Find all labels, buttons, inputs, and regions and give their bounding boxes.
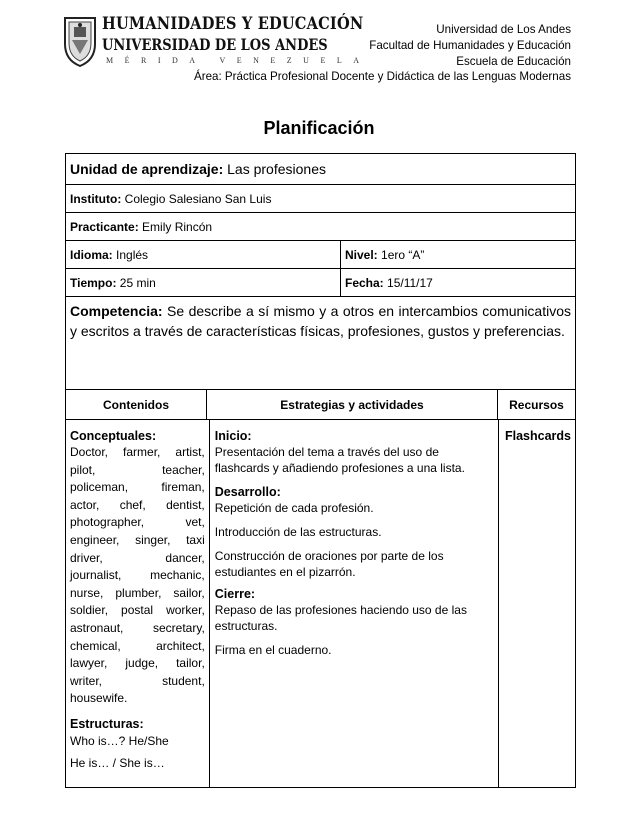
cierre-heading: Cierre: (214, 587, 256, 601)
desarrollo-text-1: Repetición de cada profesión. (214, 501, 374, 515)
vocabulary-word: secretary, (152, 620, 205, 635)
cierre-text-2: Firma en el cuaderno. (214, 643, 332, 657)
vocabulary-word: judge, (125, 656, 159, 671)
vocabulary-word: pilot, (70, 462, 96, 477)
contenidos-header: Contenidos (66, 390, 207, 419)
inicio-heading: Inicio: (214, 429, 252, 443)
vocabulary-line (70, 567, 205, 585)
vocabulary-line (70, 690, 205, 708)
vocabulary-line (70, 638, 205, 656)
instituto-row (66, 185, 575, 213)
vocabulary-word: astronaut, (70, 620, 124, 635)
unidad-label: Unidad de aprendizaje: (70, 161, 224, 177)
unidad-row (66, 154, 575, 185)
tiempo-label: Tiempo: (70, 275, 117, 290)
area-line: Área: Práctica Profesional Docente y Didáctica de las Lenguas Modernas (193, 70, 571, 83)
recursos-cell (499, 420, 575, 787)
practicante-label: Practicante: (70, 219, 139, 234)
instituto-label: Instituto: (70, 191, 122, 206)
vocabulary-word: dancer, (165, 550, 205, 565)
vocabulary-line (70, 462, 205, 480)
vocabulary-word: tailor, (176, 656, 205, 671)
vocabulary-word: architect, (156, 638, 205, 653)
columns-header-row (66, 390, 575, 420)
institution-faculty: Facultad de Humanidades y Educación (369, 39, 571, 52)
institution-university: Universidad de Los Andes (436, 23, 571, 36)
vocabulary-line (70, 620, 205, 638)
vocabulary-word: driver, (70, 550, 103, 565)
vocabulary-word: worker, (166, 603, 205, 618)
vocabulary-word: Doctor, (70, 445, 109, 459)
fecha-value: 15/11/17 (387, 275, 433, 290)
vocabulary-word: mechanic, (150, 568, 205, 583)
logo-faculty-name: HUMANIDADES Y EDUCACIÓN (102, 14, 364, 34)
instituto-value: Colegio Salesiano San Luis (124, 191, 272, 206)
cierre-text-1: Repaso de las profesiones haciendo uso de las estructuras. (214, 603, 467, 633)
vocabulary-word: postal (121, 603, 154, 618)
vocabulary-word: writer, (70, 673, 103, 688)
vocabulary-word: plumber, (115, 585, 162, 600)
estructura-1: Who is…? He/She (70, 733, 169, 748)
vocabulary-word: student, (162, 673, 205, 688)
vocabulary-word: taxi (186, 532, 205, 547)
idioma-cell (66, 241, 341, 268)
vocabulary-line (70, 585, 205, 603)
competencia-row (66, 297, 575, 390)
conceptuales-heading: Conceptuales: (70, 429, 157, 443)
competencia-value: Se describe a sí mismo y a otros en intercambios comunicativos y escritos a través de características físicas, profesiones, gustos y preferencias. (70, 303, 571, 339)
estrategias-cell (210, 420, 499, 787)
university-logo (62, 12, 371, 74)
desarrollo-heading: Desarrollo: (214, 485, 281, 499)
unidad-value: Las profesiones (227, 161, 326, 177)
vocabulary-line (70, 479, 205, 497)
vocabulary-list (70, 444, 205, 708)
contenidos-cell (66, 420, 210, 787)
vocabulary-word: singer, (135, 532, 171, 547)
estructuras-heading: Estructuras: (70, 716, 144, 731)
practicante-row (66, 213, 575, 241)
page-title: Planificación (263, 118, 375, 138)
vocabulary-line (70, 514, 205, 532)
desarrollo-text-2: Introducción de las estructuras. (214, 525, 382, 539)
vocabulary-word: chef, (119, 497, 146, 512)
vocabulary-word: farmer, (123, 445, 161, 459)
tiempo-value: 25 min (119, 275, 156, 290)
tiempo-fecha-row (66, 269, 575, 297)
vocabulary-line (70, 532, 205, 550)
nivel-cell (341, 241, 575, 268)
estructura-2: He is… / She is… (70, 755, 165, 770)
planning-table (65, 153, 576, 788)
vocabulary-word: journalist, (70, 568, 122, 583)
vocabulary-word: photographer, (70, 515, 145, 530)
vocabulary-line (70, 673, 205, 691)
logo-location: MÉRIDA VENEZUELA (106, 56, 371, 65)
vocabulary-word: housewife. (70, 691, 128, 706)
estrategias-header: Estrategias y actividades (207, 390, 498, 419)
vocabulary-line (70, 444, 205, 462)
recursos-item: Flashcards (504, 429, 571, 443)
vocabulary-word: sailor, (173, 585, 205, 600)
institution-block (369, 22, 571, 70)
competencia-label: Competencia: (70, 303, 163, 319)
nivel-label: Nivel: (345, 247, 378, 262)
vocabulary-word: lawyer, (70, 656, 108, 671)
vocabulary-word: nurse, (70, 585, 104, 600)
vocabulary-line (70, 550, 205, 568)
idioma-value: Inglés (116, 247, 149, 262)
vocabulary-line (70, 602, 205, 620)
idioma-label: Idioma: (70, 247, 113, 262)
vocabulary-word: vet, (185, 515, 205, 530)
vocabulary-word: artist, (175, 445, 205, 459)
vocabulary-word: dentist, (166, 497, 205, 512)
vocabulary-word: actor, (70, 497, 100, 512)
university-seal-icon (62, 14, 98, 68)
desarrollo-text-3: Construcción de oraciones por parte de los estudiantes en el pizarrón. (214, 549, 444, 579)
practicante-value: Emily Rincón (142, 219, 213, 234)
vocabulary-line (70, 655, 205, 673)
fecha-label: Fecha: (345, 275, 384, 290)
vocabulary-line (70, 497, 205, 515)
vocabulary-word: fireman, (161, 480, 205, 495)
nivel-value: 1ero “A” (381, 247, 425, 262)
logo-university-name: UNIVERSIDAD DE LOS ANDES (102, 35, 328, 54)
content-row (66, 420, 575, 787)
idioma-nivel-row (66, 241, 575, 269)
tiempo-cell (66, 269, 341, 296)
vocabulary-word: engineer, (70, 532, 120, 547)
vocabulary-word: chemical, (70, 638, 121, 653)
inicio-text: Presentación del tema a través del uso de flashcards y añadiendo profesiones a una lista. (214, 445, 465, 475)
vocabulary-word: soldier, (70, 603, 109, 618)
fecha-cell (341, 269, 575, 296)
vocabulary-word: policeman, (70, 480, 129, 495)
vocabulary-word: teacher, (162, 462, 205, 477)
recursos-header: Recursos (509, 397, 564, 412)
institution-school: Escuela de Educación (456, 55, 571, 68)
